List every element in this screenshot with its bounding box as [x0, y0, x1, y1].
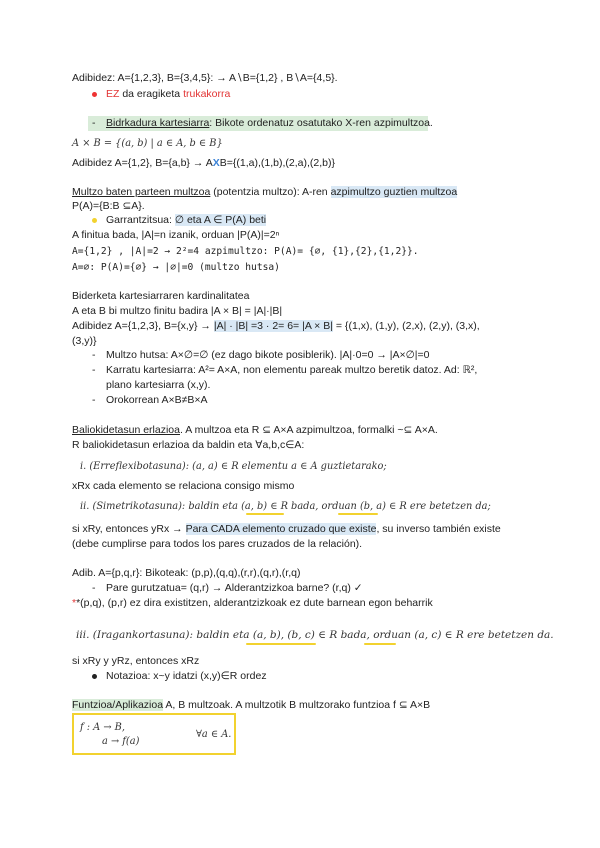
transitivity-property: iii. (Iragankortasuna): baldin eta (a, b), (b, c) ∈ R bada, orduan (a, c) ∈ R ere betetzen da. [76, 629, 554, 641]
reflexivity-note: xRx cada elemento se relaciona consigo mismo [72, 480, 295, 492]
dash-icon: - [92, 349, 96, 361]
example-set-difference: Adibidez: A={1,2,3}, B={3,4,5}: → A∖B={1,2} , B∖A={4,5}. [72, 72, 338, 84]
power-set-definition: P(A)={B:B ⊆A}. [72, 200, 145, 212]
cartesian-cardinality-heading: Biderketa kartesiarraren kardinalitatea [72, 290, 250, 302]
not-commutative-note: EZ da eragiketa trukakorra [106, 88, 231, 100]
transitivity-note: si xRy y yRz, entonces xRz [72, 655, 200, 667]
power-set-example-1: A={1,2} , |A|=2 → 2²=4 azpimultzo: P(A)= {∅, {1},{2},{1,2}}. [72, 246, 419, 257]
dash-icon: - [92, 582, 96, 594]
power-set-heading: Multzo baten parteen multzoa (potentzia multzo): A-ren azpimultzo guztien multzoa [72, 186, 458, 198]
symmetry-property: ii. (Simetrikotasuna): baldin eta (a, b) ∈ R bada, orduan (b, a) ∈ R ere betetzen da; [80, 501, 491, 512]
dash-icon: - [92, 117, 96, 129]
function-mapping-1: f : A → B, [80, 722, 125, 733]
cartesian-formula: A × B = {(a, b) | a ∈ A, b ∈ B} [72, 138, 223, 149]
non-commutative-note: Orokorrean A×B≠B×A [106, 394, 208, 406]
dash-icon: - [92, 364, 96, 376]
yellow-underline [338, 513, 378, 515]
power-set-cardinality: A finitua bada, |A|=n izanik, orduan |P(A)|=2ⁿ [72, 229, 280, 241]
cartesian-plane-note: plano kartesiarra (x,y). [106, 379, 211, 391]
symmetry-note-cont: (debe cumplirse para todos los pares cruzados de la relación). [72, 538, 363, 550]
missing-pairs-note: **(p,q), (p,r) ez dira existitzen, alderantzizkoak ez dute barnean egon beharrik [72, 597, 433, 609]
function-heading: Funtzioa/Aplikazioa A, B multzoak. A multzotik B multzorako funtzioa f ⊆ A×B [72, 699, 431, 711]
cartesian-cardinality-example-cont: (3,y)} [72, 335, 97, 347]
bullet-icon [92, 674, 97, 679]
yellow-underline [246, 513, 284, 515]
cartesian-square-note: Karratu kartesiarra: A²= A×A, non elementu pareak multzo beretik datoz. Ad: ℝ², [106, 364, 478, 376]
notation-note: Notazioa: x~y idatzi (x,y)∈R ordez [106, 670, 267, 682]
cartesian-cardinality-example: Adibidez A={1,2,3}, B={x,y} → |A| · |B| =3 · 2= 6= |A × B| = {(1,x), (1,y), (2,x), (2,y), (3,x), [72, 320, 480, 332]
symmetry-note: si xRy, entonces yRx → Para CADA elemento cruzado que existe, su inverso también existe [72, 523, 501, 535]
power-set-example-2: A=∅: P(A)={∅} → |∅|=0 (multzo hutsa) [72, 262, 280, 273]
bullet-icon [92, 92, 97, 97]
symmetry-example: Adib. A={p,q,r}: Bikoteak: (p,p),(q,q),(r,r),(q,r),(r,q) [72, 567, 301, 579]
example-cartesian: Adibidez A={1,2}, B={a,b} → AXB={(1,a),(1,b),(2,a),(2,b)} [72, 157, 335, 169]
crossed-pair-note: Pare gurutzatua= (q,r) → Alderantzizkoa barne? (r,q) ✓ [106, 582, 363, 594]
yellow-underline [246, 643, 316, 645]
bullet-icon [92, 218, 97, 223]
function-mapping-2: a → f(a) [102, 736, 140, 747]
cartesian-cardinality-rule: A eta B bi multzo finitu badira |A × B| = |A|·|B| [72, 305, 283, 317]
important-note: Garrantzitsua: ∅ eta A ∈ P(A) beti [106, 214, 267, 226]
dash-icon: - [92, 394, 96, 406]
equivalence-relation-heading: Baliokidetasun erlazioa. A multzoa eta R ⊆ A×A azpimultzoa, formalki ~⊆ A×A. [72, 424, 438, 436]
equivalence-relation-definition: R baliokidetasun erlazioa da baldin eta ∀a,b,c∈A: [72, 439, 305, 451]
empty-set-note: Multzo hutsa: A×∅=∅ (ez dago bikote posiblerik). |A|·0=0 → |A×∅|=0 [106, 349, 430, 361]
cartesian-product-definition: Bidrkadura kartesiarra: Bikote ordenatuz osatutako X-ren azpimultzoa. [106, 117, 433, 129]
reflexivity-property: i. (Erreflexibotasuna): (a, a) ∈ R elementu a ∈ A guztietarako; [80, 461, 387, 472]
function-domain: ∀a ∈ A. [196, 729, 232, 740]
yellow-underline [364, 643, 396, 645]
